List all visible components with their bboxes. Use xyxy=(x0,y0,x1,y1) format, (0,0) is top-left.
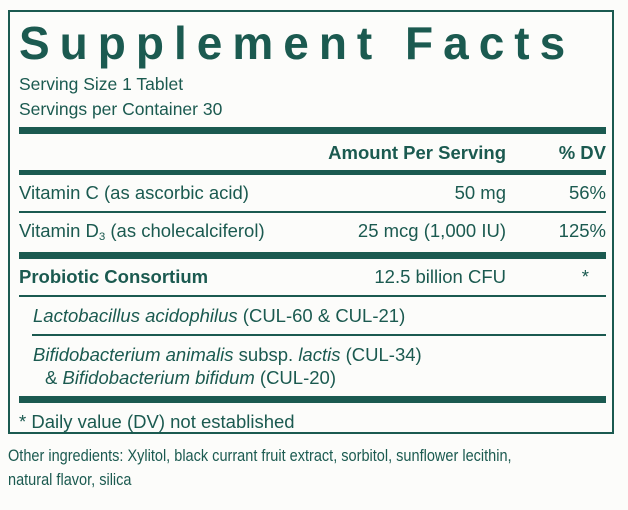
strain-row-lactobacillus: Lactobacillus acidophilus (CUL-60 & CUL-21) xyxy=(33,304,406,326)
dv-footnote: * Daily value (DV) not established xyxy=(19,411,295,433)
strain-line-2: & Bifidobacterium bifidum (CUL-20) xyxy=(45,367,336,389)
thick-divider-bottom xyxy=(19,396,606,403)
serving-size-line: Serving Size 1 Tablet xyxy=(19,74,184,95)
table-row-vitamin-d3 xyxy=(19,213,606,249)
table-header-row xyxy=(19,134,606,170)
thick-divider-top xyxy=(19,127,606,134)
ingredient-dv: 125% xyxy=(558,219,606,241)
supplement-facts-panel xyxy=(8,10,614,434)
amount-per-serving-header: Amount Per Serving xyxy=(328,141,506,163)
percent-dv-header: % DV xyxy=(558,141,606,163)
strain-row-bifidobacterium xyxy=(19,336,606,396)
ingredient-dv: 56% xyxy=(568,181,606,203)
ingredient-name: Vitamin $D_3$ (as cholecalciferol) xyxy=(19,219,265,244)
panel-title: Supplement Facts xyxy=(19,17,576,69)
table-row-probiotic-consortium xyxy=(19,259,606,295)
ingredient-name: Vitamin C (as ascorbic acid) xyxy=(19,181,249,203)
other-ingredients-line-2: natural flavor, silica xyxy=(8,471,132,490)
servings-per-container-line: Servings per Container 30 xyxy=(19,99,223,120)
other-ingredients-line-1: Other ingredients: Xylitol, black currant fruit extract, sorbitol, sunflower lecithin, xyxy=(8,447,512,465)
subscript-3: 3 xyxy=(98,231,106,244)
strain-line-1: Bifidobacterium animalis subsp. lactis (CUL-34) xyxy=(33,344,422,366)
probiotic-name: Probiotic Consortium xyxy=(19,265,209,287)
probiotic-dv-asterisk: * xyxy=(581,265,589,287)
ingredient-amount: 25 mcg (1,000 IU) xyxy=(357,219,506,241)
other-ingredients-text xyxy=(8,444,554,493)
ingredient-amount: 50 mg xyxy=(454,181,506,203)
thick-divider-probiotic xyxy=(19,252,606,259)
probiotic-amount: 12.5 billion CFU xyxy=(374,265,506,287)
table-row-vitamin-c xyxy=(19,175,606,211)
